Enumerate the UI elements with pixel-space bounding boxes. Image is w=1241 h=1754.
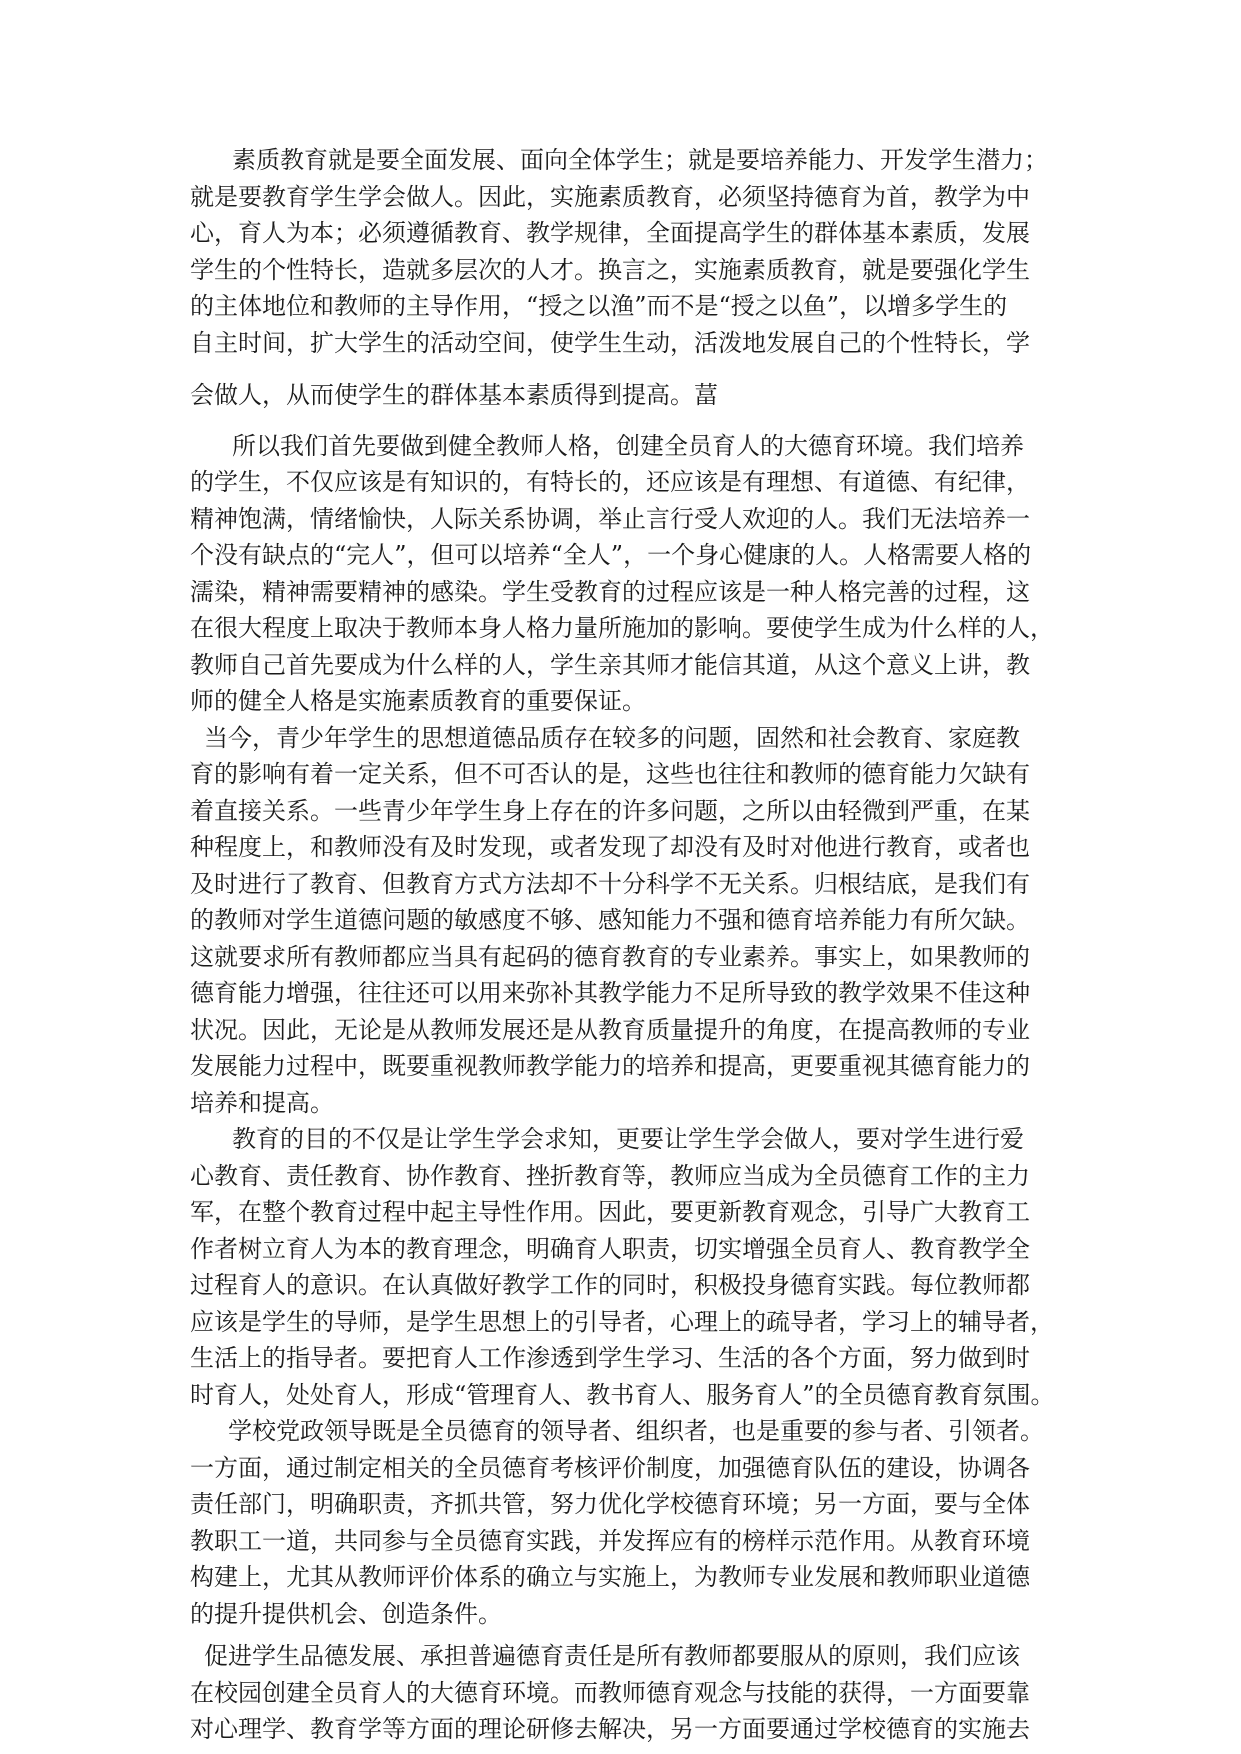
text-line: 学生的个性特长，造就多层次的人才。换言之，实施素质教育，就是要强化学生	[190, 255, 1030, 284]
text-line: 的教师对学生道德问题的敏感度不够、感知能力不强和德育培养能力有所欠缺。	[190, 906, 1030, 934]
text-line: 在校园创建全员育人的大德育环境。而教师德育观念与技能的获得，一方面要靠	[190, 1678, 1030, 1707]
text-line: 所以我们首先要做到健全教师人格，创建全员育人的大德育环境。我们培养	[232, 431, 1024, 460]
text-line: 作者树立育人为本的教育理念，明确育人职责，切实增强全员育人、教育教学全	[190, 1234, 1030, 1263]
text-line: 精神饱满，情绪愉快，人际关系协调，举止言行受人欢迎的人。我们无法培养一	[190, 504, 1030, 533]
text-line: 教师自己首先要成为什么样的人，学生亲其师才能信其道，从这个意义上讲，教	[190, 650, 1030, 679]
text-line: 种程度上，和教师没有及时发现，或者发现了却没有及时对他进行教育，或者也	[190, 833, 1030, 861]
text-line: 的主体地位和教师的主导作用，“授之以渔”而不是“授之以鱼”，以增多学生的	[190, 292, 1008, 320]
text-line: 会做人，从而使学生的群体基本素质得到提高。葍	[190, 381, 718, 409]
text-line: 育的影响有着一定关系，但不可否认的是，这些也往往和教师的德育能力欠缺有	[190, 760, 1030, 788]
text-line: 促进学生品德发展、承担普遍德育责任是所有教师都要服从的原则，我们应该	[204, 1642, 1020, 1670]
text-line: 就是要教育学生学会做人。因此，实施素质教育，必须坚持德育为首，教学为中	[190, 182, 1030, 211]
text-line: 当今，青少年学生的思想道德品质存在较多的问题，固然和社会教育、家庭教	[204, 723, 1020, 752]
text-line: 过程育人的意识。在认真做好教学工作的同时，积极投身德育实践。每位教师都	[190, 1271, 1030, 1299]
text-line: 在很大程度上取决于教师本身人格力量所施加的影响。要使学生成为什么样的人，	[190, 614, 1054, 642]
text-line: 的提升提供机会、创造条件。	[190, 1599, 502, 1628]
text-line: 对心理学、教育学等方面的理论研修去解决，另一方面要通过学校德育的实施去	[190, 1715, 1030, 1743]
paragraph-4	[190, 1121, 1055, 1413]
paragraph-5	[190, 1413, 1052, 1632]
text-line: 教育的目的不仅是让学生学会求知，更要让学生学会做人，要对学生进行爱	[232, 1125, 1024, 1153]
text-line: 素质教育就是要全面发展、面向全体学生；就是要培养能力、开发学生潜力；	[232, 146, 1048, 174]
text-line: 状况。因此，无论是从教师发展还是从教育质量提升的角度，在提高教师的专业	[190, 1015, 1030, 1044]
text-line: 及时进行了教育、但教育方式方法却不十分科学不无关系。归根结底，是我们有	[190, 869, 1030, 898]
text-line: 心，育人为本；必须遵循教育、教学规律，全面提高学生的群体基本素质，发展	[190, 219, 1030, 247]
text-line: 着直接关系。一些青少年学生身上存在的许多问题，之所以由轻微到严重，在某	[190, 796, 1030, 825]
text-line: 心教育、责任教育、协作教育、挫折教育等，教师应当成为全员德育工作的主力	[190, 1161, 1030, 1190]
text-line: 应该是学生的导师，是学生思想上的引导者，心理上的疏导者，学习上的辅导者，	[190, 1307, 1054, 1336]
text-line: 教职工一道，共同参与全员德育实践，并发挥应有的榜样示范作用。从教育环境	[190, 1526, 1030, 1555]
text-line: 濡染，精神需要精神的感染。学生受教育的过程应该是一种人格完善的过程，这	[190, 577, 1030, 606]
text-line: 时育人，处处育人，形成“管理育人、教书育人、服务育人”的全员德育教育氛围。	[190, 1380, 1055, 1409]
paragraph-6	[190, 1638, 1052, 1748]
text-line: 构建上，尤其从教师评价体系的确立与实施上，为教师专业发展和教师职业道德	[190, 1563, 1030, 1591]
text-line: 师的健全人格是实施素质教育的重要保证。	[190, 687, 646, 715]
text-line: 德育能力增强，往往还可以用来弥补其教学能力不足所导致的教学效果不佳这种	[190, 979, 1030, 1007]
text-line: 军，在整个教育过程中起主导性作用。因此，要更新教育观念，引导广大教育工	[190, 1198, 1030, 1226]
text-line: 一方面，通过制定相关的全员德育考核评价制度，加强德育队伍的建设，协调各	[190, 1453, 1030, 1482]
document-body	[190, 142, 1055, 1748]
text-line: 发展能力过程中，既要重视教师教学能力的培养和提高，更要重视其德育能力的	[190, 1052, 1030, 1080]
paragraph-1	[190, 142, 1052, 414]
text-line: 自主时间，扩大学生的活动空间，使学生生动，活泼地发展自己的个性特长，学	[190, 328, 1030, 357]
text-line: 个没有缺点的“完人”，但可以培养“全人”，一个身心健康的人。人格需要人格的	[190, 541, 1032, 569]
text-line: 这就要求所有教师都应当具有起码的德育教育的专业素养。事实上，如果教师的	[190, 942, 1030, 971]
paragraph-2	[190, 428, 1052, 720]
text-line: 生活上的指导者。要把育人工作渗透到学生学习、生活的各个方面，努力做到时	[190, 1344, 1030, 1372]
text-line: 学校党政领导既是全员德育的领导者、组织者，也是重要的参与者、引领者。	[228, 1417, 1044, 1445]
text-line: 培养和提高。	[190, 1088, 334, 1117]
text-line: 的学生，不仅应该是有知识的，有特长的，还应该是有理想、有道德、有纪律，	[190, 468, 1030, 496]
text-line: 责任部门，明确职责，齐抓共管，努力优化学校德育环境；另一方面，要与全体	[190, 1490, 1030, 1518]
paragraph-3	[190, 720, 1052, 1122]
